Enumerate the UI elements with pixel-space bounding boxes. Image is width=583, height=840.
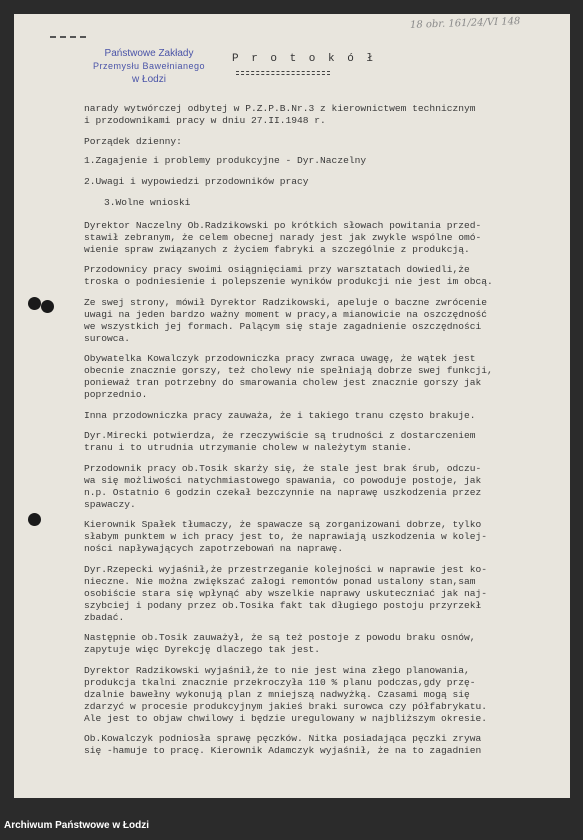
body-paragraph: Dyr.Mirecki potwierdza, że rzeczywiście są trudności z dostarczeniem tranu i to utrudnia utrzymanie cholew w należytym stanie.: [84, 430, 476, 453]
body-paragraph: Dyr.Rzepecki wyjaśnił,że przestrzeganie kolejności w naprawie jest ko- nieczne. Nie można zwiększać załogi remontów ponad ustalony stan,sam osobiście stara się wpłynąć aby wszelkie naprawy uskuteczniać jak naj- szybciej i podany przez ob.Tosika fakt tak długiego postoju przyrzekł zbadać.: [84, 563, 488, 623]
stamp-line-1: Państwowe Zakłady: [104, 48, 194, 59]
agenda-item: 2.Uwagi i wypowiedzi przodowników pracy: [84, 175, 309, 187]
agenda-heading: Porządek dzienny:: [84, 135, 182, 147]
intro-paragraph: narady wytwórczej odbytej w P.Z.P.B.Nr.3 z kierownictwem technicznym i przodownikami pracy w dniu 27.II.1948 r.: [84, 103, 476, 126]
body-paragraph: Dyrektor Naczelny Ob.Radzikowski po krótkich słowach powitania przed- stawił zebranym, że celem obecnej narady jest jak zwykle wspólne omó- wienie spraw związanych z życiem fabryki a szczególnie z produkcją.: [84, 219, 482, 255]
body-paragraph: Kierownik Spałek tłumaczy, że spawacze są zorganizowani dobrze, tylko słabym punktem w ich pracy jest to, że naprawiają uszkodzenia w kolej- ności napływających zapotrzebowań na naprawę.: [84, 519, 488, 554]
punch-hole: [28, 297, 41, 310]
body-paragraph: Następnie ob.Tosik zauważył, że są też postoje z powodu braku osnów, zapytuje więc Dyrekcję dlaczego tak jest.: [84, 632, 476, 655]
body-paragraph: Przodownik pracy ob.Tosik skarży się, że stale jest brak śrub, odczu- wa się możliwości natychmiastowego spawania, co powoduje postoje, jak n.p. Ostatnio 6 godzin czekał bezczynnie na naprawę uszkodzenia przez spawaczy.: [84, 462, 482, 510]
stamp-line-2: Przemysłu Bawełnianego: [92, 61, 206, 71]
handwritten-note: 18 obr. 161/24/VI 148: [409, 16, 521, 31]
agenda-item: 3.Wolne wnioski: [104, 196, 191, 208]
body-paragraph: Dyrektor Radzikowski wyjaśnił,że to nie jest wina złego planowania, produkcja tkalni znacznie przekroczyła 110 % planu podczas,gdy przę- dzalnie bawełny wykonują plan z mniejszą nadwyżką. Czasami mogą się zdarzyć w procesie produkcyjnym jakieś braki surowca czy półfabrykatu. Ale jest to objaw chwilowy i będzie uregulowany w najbliższym okresie.: [84, 664, 488, 724]
document-title: P r o t o k ó ł: [232, 53, 377, 65]
title-underline: [236, 71, 330, 75]
agenda-item: 1.Zagajenie i problemy produkcyjne - Dyr.Naczelny: [84, 154, 367, 166]
archive-name: Archiwum Państwowe w Łodzi: [4, 820, 150, 831]
document-body: [84, 103, 568, 766]
margin-mark: [50, 36, 86, 40]
institution-stamp: [84, 47, 214, 86]
archive-footer: [0, 798, 583, 840]
body-paragraph: Ob.Kowalczyk podniosła sprawę pęczków. Nitka posiadająca pęczki zrywa się -hamuje to pracę. Kierownik Adamczyk wyjaśnił, że na to zagadnien: [84, 733, 482, 756]
body-paragraph: Obywatelka Kowalczyk przodowniczka pracy zwraca uwagę, że wątek jest obecnie znacznie gorszy, też cholewy nie spełniają dobrze swej funkcji, ponieważ tran potrzebny do smarowania cholew jest znacznie gorszy jak poprzednio.: [84, 353, 493, 400]
punch-hole: [28, 513, 41, 526]
body-paragraph: Inna przodowniczka pracy zauważa, że i takiego tranu często brakuje.: [84, 409, 476, 421]
body-paragraph: Przodownicy pracy swoimi osiągnięciami przy warsztatach dowiedli,że troska o podniesienie i polepszenie wyników produkcji nie jest im obcą.: [84, 264, 493, 287]
body-paragraph: Ze swej strony, mówił Dyrektor Radzikowski, apeluje o baczne zwrócenie uwagi na jeden bardzo ważny moment w pracy,a mianowicie na oszczędność we wszystkich jej formach. Palącym się staje zagadnienie oszczędności surowca.: [84, 296, 488, 344]
punch-hole: [41, 300, 54, 313]
stamp-line-3: w Łodzi: [132, 74, 166, 85]
